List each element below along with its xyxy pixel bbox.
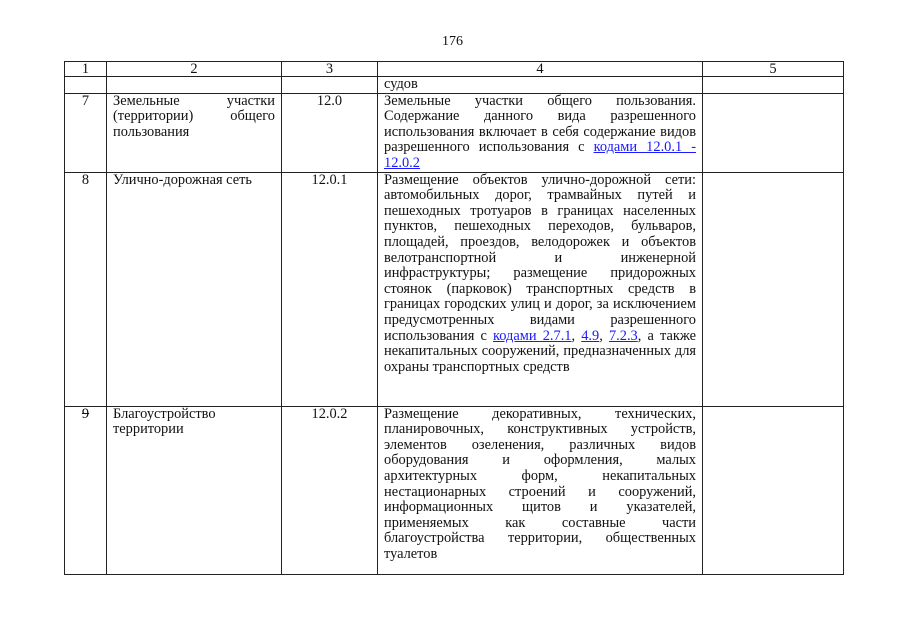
description-cell [378, 172, 703, 406]
column-header: 4 [378, 62, 703, 77]
continuation-row [65, 77, 844, 94]
column-header: 3 [282, 62, 378, 77]
code-link[interactable]: кодами 12.0.1 - 12.0.2 [384, 139, 696, 171]
code-cell: 12.0.1 [282, 172, 378, 406]
description-text: Размещение объектов улично-дорожной сети: автомобильных дорог, трамвайных путей и пешеходных тротуаров в границах населенных пунктов, пешеходных переходов, бульваров, площадей, проездов, велодорожек и объектов велотранспортной и инженерной инфраструктуры; размещение придорожных стоянок (парковок) транспортных средств в границах городских улиц и дорог, за исключением предусмотренных видами разрешенного использования с [384, 172, 696, 344]
row-number-cell: 8 [65, 172, 107, 406]
code-cell [282, 77, 378, 94]
row-number-text: 9 [81, 406, 90, 422]
column-number-row [65, 62, 844, 77]
row-number-cell: 7 [65, 93, 107, 172]
table-row [65, 406, 844, 574]
column-header: 2 [107, 62, 282, 77]
link-separator: , [599, 327, 609, 344]
row-number-cell [65, 77, 107, 94]
column-header: 5 [703, 62, 844, 77]
description-cell [378, 93, 703, 172]
note-cell [703, 93, 844, 172]
description-text: , а также некапитальных сооружений, предназначенных для охраны транспортных средств [384, 327, 696, 375]
table-row [65, 93, 844, 172]
row-number-cell [65, 406, 107, 574]
note-cell [703, 172, 844, 406]
code-link[interactable]: кодами 2.7.1 [493, 327, 572, 344]
code-cell: 12.0.2 [282, 406, 378, 574]
name-cell: Благоустройство территории [107, 406, 282, 574]
code-link[interactable]: 7.2.3 [608, 327, 638, 344]
note-cell [703, 77, 844, 94]
page-number: 176 [442, 34, 463, 49]
description-cell: судов [378, 77, 703, 94]
description-text: Земельные участки общего пользования. Содержание данного вида разрешенного использования включает в себя содержание видов разрешенного использования с [384, 93, 696, 156]
note-cell [703, 406, 844, 574]
name-cell [107, 77, 282, 94]
column-header: 1 [65, 62, 107, 77]
table-row [65, 172, 844, 406]
link-separator: , [571, 327, 582, 344]
description-cell: Размещение декоративных, технических, планировочных, конструктивных устройств, элементов озеленения, различных видов оборудования и оформления, малых архитектурных форм, некапитальных нестационарных строений и сооружений, информационных щитов и указателей, применяемых как составные части благоустройства территории, общественных туалетов [378, 406, 703, 574]
name-cell: Земельные участки (территории) общего пользования [107, 93, 282, 172]
code-cell: 12.0 [282, 93, 378, 172]
name-cell: Улично-дорожная сеть [107, 172, 282, 406]
code-link[interactable]: 4.9 [581, 327, 600, 344]
land-use-table [64, 61, 844, 575]
